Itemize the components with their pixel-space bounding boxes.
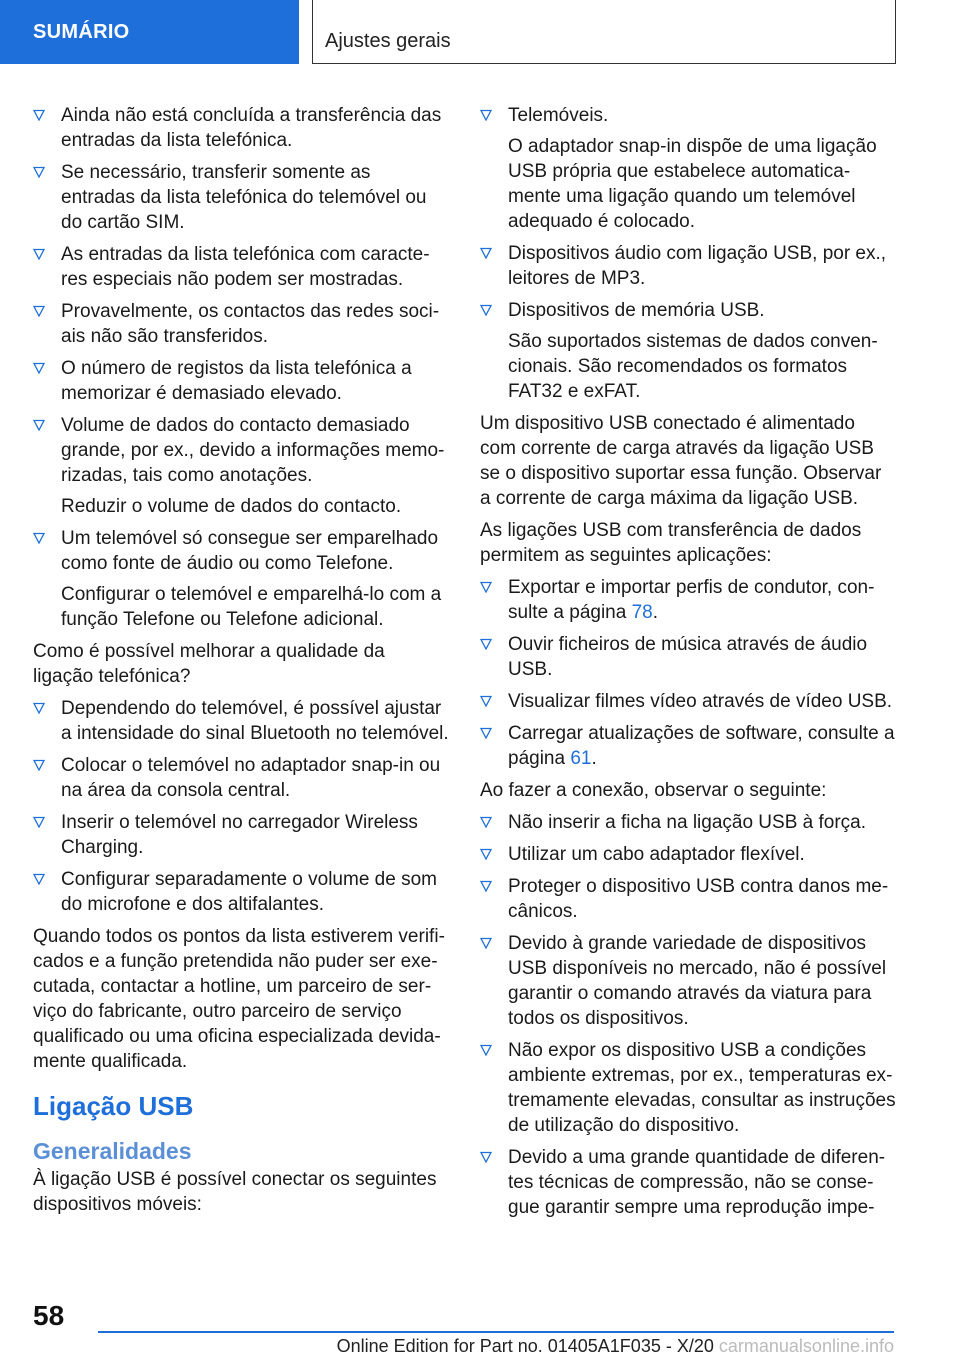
list-item <box>480 103 896 128</box>
list-item <box>33 753 449 803</box>
list-item-text: Não expor os dispositivo USB a condições ambiente extremas, por ex., temperaturas extremamente elevadas, consultar as instruções de utilização do dispositivo. <box>508 1040 896 1136</box>
footer-edition <box>300 1336 894 1357</box>
triangle-bullet-icon <box>480 247 492 259</box>
triangle-bullet-icon <box>33 702 45 714</box>
list-item-text: Devido à grande variedade de dispositivos USB disponíveis no mercado, não é possível garantir o comando através da viatura para todos os dispositivos. <box>508 933 887 1029</box>
applications-paragraph: As ligações USB com transferência de dados permitem as seguintes aplicações: <box>480 520 862 566</box>
triangle-bullet-icon <box>480 304 492 316</box>
right-column <box>480 103 896 1227</box>
list-item-text: Proteger o dispositivo USB contra danos mecânicos. <box>508 876 889 922</box>
triangle-bullet-icon <box>480 1044 492 1056</box>
triangle-bullet-icon <box>480 638 492 650</box>
list-item-text: Ouvir ficheiros de música através de áudio USB. <box>508 634 868 680</box>
list-item-text: Carregar atualizações de software, consulte a página <box>508 723 895 769</box>
watermark-text: carmanualsonline.info <box>718 1336 894 1356</box>
triangle-bullet-icon <box>33 109 45 121</box>
list-item-text: Configurar separadamente o volume de som do microfone e dos altifalantes. <box>61 869 437 915</box>
list-item: Exportar e importar perfis de condutor, consulte a página 78. <box>480 575 896 625</box>
general-subheading: Generalidades <box>33 1138 192 1164</box>
list-item-text: Utilizar um cabo adaptador flexível. <box>508 844 805 865</box>
triangle-bullet-icon <box>480 109 492 121</box>
list-item-detail: Configurar o telemóvel e emparelhá-lo com a função Telefone ou Telefone adicional. <box>61 584 442 630</box>
page-number: 58 <box>33 1300 65 1331</box>
list-item <box>480 810 896 835</box>
triangle-bullet-icon <box>480 581 492 593</box>
triangle-bullet-icon <box>33 532 45 544</box>
list-item-text: Colocar o telemóvel no adaptador snap-in ou na área da consola central. <box>61 755 441 801</box>
section-title: Ajustes gerais <box>325 30 451 52</box>
list-item <box>33 242 449 292</box>
list-item-text: Dependendo do telemóvel, é possível ajustar a intensidade do sinal Bluetooth no telemóvel. <box>61 698 449 744</box>
list-item <box>33 696 449 746</box>
list-item-text: Inserir o telemóvel no carregador Wireless Charging. <box>61 812 418 858</box>
list-item <box>480 1038 896 1138</box>
list-item <box>480 298 896 323</box>
list-item <box>33 526 449 576</box>
list-item-text: Não inserir a ficha na ligação USB à força. <box>508 812 867 833</box>
list-item <box>480 689 896 714</box>
list-item: Carregar atualizações de software, consulte a página 61. <box>480 721 896 771</box>
list-item <box>33 867 449 917</box>
list-item-text: Volume de dados do contacto demasiado grande, por ex., devido a informações memorizadas, tais como anotações. <box>61 415 445 486</box>
triangle-bullet-icon <box>33 759 45 771</box>
triangle-bullet-icon <box>33 816 45 828</box>
list-item-text: Provavelmente, os contactos das redes sociais não são transferidos. <box>61 301 440 347</box>
intro-paragraph: À ligação USB é possível conectar os seguintes dispositivos móveis: <box>33 1169 437 1215</box>
triangle-bullet-icon <box>480 816 492 828</box>
list-item-detail: São suportados sistemas de dados convencionais. São recomendados os formatos FAT32 e exFAT. <box>508 331 878 402</box>
page-header <box>0 0 960 66</box>
list-item <box>33 160 449 235</box>
triangle-bullet-icon <box>480 937 492 949</box>
triangle-bullet-icon <box>33 305 45 317</box>
section-title-box <box>312 0 896 64</box>
list-item <box>480 1145 896 1220</box>
triangle-bullet-icon <box>480 695 492 707</box>
list-item <box>33 810 449 860</box>
summary-nav-tab[interactable]: SUMÁRIO <box>0 0 299 64</box>
list-item <box>480 241 896 291</box>
list-item-detail: O adaptador snap-in dispõe de uma ligação USB própria que estabelece automaticamente uma ligação quando um telemóvel adequado é colocado. <box>508 136 877 232</box>
list-item-text: Exportar e importar perfis de condutor, consulte a página <box>508 577 875 623</box>
list-item-text: Dispositivos de memória USB. <box>508 300 765 321</box>
left-column <box>33 103 449 1224</box>
list-item <box>480 842 896 867</box>
edition-text: Online Edition for Part no. 01405A1F035 - X/20 <box>336 1336 714 1356</box>
connection-paragraph: Ao fazer a conexão, observar o seguinte: <box>480 780 827 801</box>
footer-divider <box>98 1331 894 1333</box>
list-item-text: As entradas da lista telefónica com caracteres especiais não podem ser mostradas. <box>61 244 430 290</box>
list-item-text: Dispositivos áudio com ligação USB, por ex., leitores de MP3. <box>508 243 887 289</box>
triangle-bullet-icon <box>33 873 45 885</box>
page-link-61[interactable]: 61 <box>570 748 592 769</box>
list-item-text: Telemóveis. <box>508 105 609 126</box>
list-item-text: Se necessário, transferir somente as entradas da lista telefónica do telemóvel ou do cartão SIM. <box>61 162 427 233</box>
triangle-bullet-icon <box>480 727 492 739</box>
page-link-78[interactable]: 78 <box>631 602 653 623</box>
usb-heading: Ligação USB <box>33 1091 194 1121</box>
list-item-text: Devido a uma grande quantidade de diferentes técnicas de compressão, não se consegue garantir sempre uma reprodução impe- <box>508 1147 886 1218</box>
list-item-text: O número de registos da lista telefónica a memorizar é demasiado elevado. <box>61 358 412 404</box>
list-item-text: Ainda não está concluída a transferência das entradas da lista telefónica. <box>61 105 442 151</box>
triangle-bullet-icon <box>33 248 45 260</box>
triangle-bullet-icon <box>33 419 45 431</box>
list-item-text: Visualizar filmes vídeo através de vídeo USB. <box>508 691 893 712</box>
troubleshooting-paragraph: Quando todos os pontos da lista estiverem verificados e a função pretendida não puder ser executada, contactar a hotline, um parceiro de serviço do fabricante, outro parceiro de serviço qualificado ou uma oficina especializada devidamente qualificada. <box>33 926 445 1072</box>
triangle-bullet-icon <box>33 362 45 374</box>
triangle-bullet-icon <box>480 848 492 860</box>
triangle-bullet-icon <box>480 1151 492 1163</box>
list-item-detail: Reduzir o volume de dados do contacto. <box>61 496 402 517</box>
list-item <box>480 931 896 1031</box>
list-item-text: Um telemóvel só consegue ser emparelhado como fonte de áudio ou como Telefone. <box>61 528 439 574</box>
triangle-bullet-icon <box>33 166 45 178</box>
list-item <box>480 632 896 682</box>
list-item <box>33 299 449 349</box>
triangle-bullet-icon <box>480 880 492 892</box>
list-item <box>33 356 449 406</box>
list-item <box>480 874 896 924</box>
list-item <box>33 103 449 153</box>
power-paragraph: Um dispositivo USB conectado é alimentado com corrente de carga através da ligação USB se o dispositivo suportar essa função. Observar a corrente de carga máxima da ligação USB. <box>480 413 882 509</box>
question-paragraph: Como é possível melhorar a qualidade da ligação telefónica? <box>33 641 385 687</box>
list-item <box>33 413 449 488</box>
